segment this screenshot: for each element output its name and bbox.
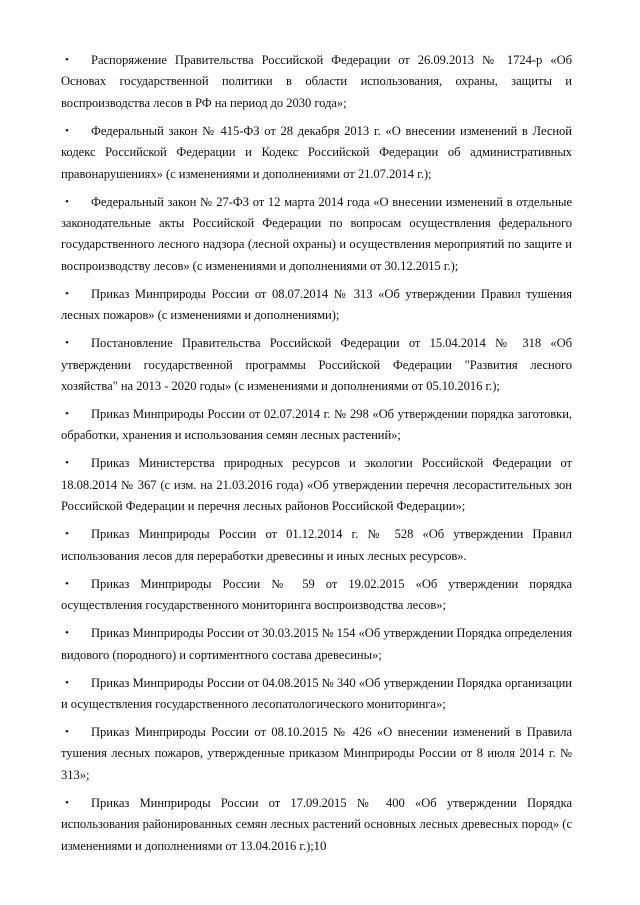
list-item-text: Приказ Минприроды России от 30.03.2015 № 154 «Об утверждении Порядка определения видового (породного) и сортиментного состава древесины»; xyxy=(61,626,572,662)
bullet-icon: • xyxy=(65,195,69,208)
bullet-icon: • xyxy=(65,408,69,421)
list-item-text: Приказ Минприроды России от 08.10.2015 № 426 «О внесении изменений в Правила тушения лесных пожаров, утвержденные приказом Минприроды России от 8 июля 2014 г. № 313»; xyxy=(61,724,572,782)
bullet-icon: • xyxy=(65,528,69,541)
bullet-icon: • xyxy=(65,725,69,738)
list-item xyxy=(61,404,572,447)
bullet-icon: • xyxy=(65,627,69,640)
list-item xyxy=(61,574,572,617)
list-item xyxy=(61,722,572,786)
bullet-icon: • xyxy=(65,54,69,66)
legal-acts-list xyxy=(61,50,572,864)
list-item-text: Приказ Минприроды России № 59 от 19.02.2015 «Об утверждении порядка осуществления государственного мониторинга воспроизводства лесов»; xyxy=(61,576,572,613)
list-item-text: Федеральный закон № 27-ФЗ от 12 марта 2014 года «О внесении изменений в отдельные законодательные акты Российской Федерации по вопросам осуществления федерального государственного лесного надзора (лесной охраны) и осуществления мероприятий по защите и воспроизводству лесов» (с изменениями и дополнениями от 30.12.2015 г.); xyxy=(61,194,572,273)
list-item-text: Приказ Минприроды России от 17.09.2015 № 400 «Об утверждении Порядка использования районированных семян лесных растений основных лесных древесных пород» (с изменениями и дополнениями от 13.04.2016 г.); xyxy=(61,795,572,853)
list-item-text: Распоряжение Правительства Российской Федерации от 26.09.2013 № 1724-р «Об Основах государственной политики в области использования, охраны, защиты и воспроизводства лесов в РФ на период до 2030 года»; xyxy=(61,53,572,110)
bullet-icon: • xyxy=(65,457,69,470)
list-item-text: Приказ Минприроды России от 01.12.2014 г. № 528 «Об утверждении Правил использования лесов для переработки древесины и иных лесных ресурсов». xyxy=(61,527,572,563)
list-item xyxy=(61,192,572,278)
bullet-icon: • xyxy=(65,796,69,809)
list-item xyxy=(61,50,572,114)
list-item xyxy=(61,284,572,327)
page-number: 10 xyxy=(313,838,327,853)
bullet-icon: • xyxy=(65,577,69,590)
bullet-icon: • xyxy=(65,337,69,350)
bullet-icon: • xyxy=(65,124,69,137)
list-item-text: Приказ Минприроды России от 02.07.2014 г. № 298 «Об утверждении порядка заготовки, обработки, хранения и использования семян лесных растений»; xyxy=(61,407,572,443)
list-item xyxy=(61,333,572,397)
list-item-text: Приказ Минприроды России от 04.08.2015 № 340 «Об утверждении Порядка организации и осуществления государственного лесопатологического мониторинга»; xyxy=(61,675,572,711)
list-item xyxy=(61,673,572,716)
bullet-icon: • xyxy=(65,287,69,300)
list-item xyxy=(61,453,572,517)
list-item-text: Федеральный закон № 415-ФЗ от 28 декабря 2013 г. «О внесении изменений в Лесной кодекс Российской Федерации и Кодекс Российской Федерации об административных правонарушениях» (с изменениями и дополнениями от 21.07.2014 г.); xyxy=(61,123,572,181)
list-item xyxy=(61,623,572,666)
list-item xyxy=(61,524,572,567)
list-item-text: Приказ Министерства природных ресурсов и экологии Российской Федерации от 18.08.2014 № 367 (с изм. на 21.03.2016 года) «Об утверждении перечня лесорастительных зон Российской Федерации и перечня лесных районов Российской Федерации»; xyxy=(61,456,572,514)
list-item xyxy=(61,121,572,185)
list-item-text: Приказ Минприроды России от 08.07.2014 № 313 «Об утверждении Правил тушения лесных пожаров» (с изменениями и дополнениями); xyxy=(61,286,572,323)
list-item-text: Постановление Правительства Российской Федерации от 15.04.2014 № 318 «Об утверждении государственной программы Российской Федерации "Развития лесного хозяйства" на 2013 - 2020 годы» (с изменениями и дополнениями от 05.10.2016 г.); xyxy=(61,336,572,394)
bullet-icon: • xyxy=(65,676,69,689)
